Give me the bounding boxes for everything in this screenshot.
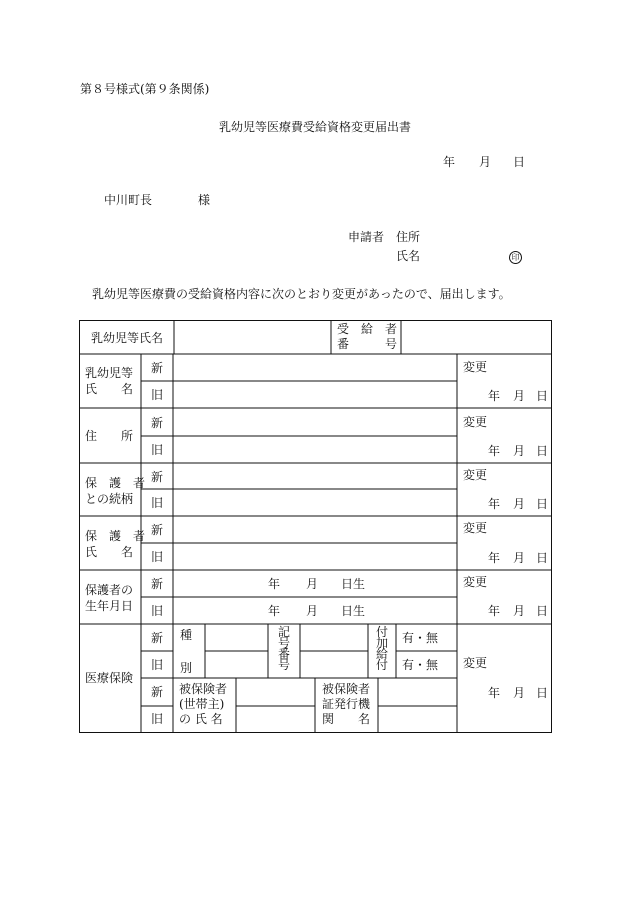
change-year-label: 年 xyxy=(488,551,501,565)
change-day-label: 日 xyxy=(536,686,549,700)
section-guardian-relation-line1: 保 護 者 xyxy=(85,476,146,490)
addressee: 中川町長 xyxy=(104,193,153,207)
form-title: 乳幼児等医療費受給資格変更届出書 xyxy=(218,120,411,134)
new-label: 新 xyxy=(151,416,164,430)
change-label: 変更 xyxy=(463,656,488,670)
change-day-label: 日 xyxy=(536,551,549,565)
insurance-type-new-field[interactable] xyxy=(206,625,267,650)
issuer-label-line3: 関 名 xyxy=(322,712,371,726)
recipient-number-label-line2: 番 号 xyxy=(337,337,398,351)
dob-new-day-label: 日生 xyxy=(341,577,366,591)
dob-old-year-label: 年 xyxy=(268,604,281,618)
change-month-label: 月 xyxy=(513,604,526,618)
name-label: 氏名 xyxy=(396,249,421,263)
statement-text: 乳幼児等医療費の受給資格内容に次のとおり変更があったので、届出します。 xyxy=(92,287,511,301)
old-label: 旧 xyxy=(151,496,164,510)
change-label: 変更 xyxy=(463,575,488,589)
guardian-relation-old-field[interactable] xyxy=(174,490,456,515)
insured-name-old-field[interactable] xyxy=(237,707,314,732)
new-label: 新 xyxy=(151,470,164,484)
old-label: 旧 xyxy=(151,712,164,726)
section-child-name-line2: 氏 名 xyxy=(85,382,134,396)
section-child-name-line1: 乳幼児等 xyxy=(85,366,134,380)
address-old-field[interactable] xyxy=(174,437,456,462)
benefit-old-yes-no[interactable]: 有・無 xyxy=(402,658,439,672)
dob-old-month-label: 月 xyxy=(306,604,319,618)
child-name-label: 乳幼児等氏名 xyxy=(91,331,164,345)
recipient-number-field[interactable] xyxy=(402,321,551,353)
date-day-label: 日 xyxy=(513,155,526,169)
symbol-number-label: 記号番号 xyxy=(277,625,290,672)
dob-old-day-label: 日生 xyxy=(341,604,366,618)
change-label: 変更 xyxy=(463,468,488,482)
section-guardian-name-line2: 氏 名 xyxy=(85,545,134,559)
change-day-label: 日 xyxy=(536,497,549,511)
old-label: 旧 xyxy=(151,443,164,457)
change-form-table xyxy=(79,320,552,733)
change-month-label: 月 xyxy=(513,686,526,700)
section-guardian-dob-line2: 生年月日 xyxy=(85,599,134,613)
guardian-name-new-field[interactable] xyxy=(174,517,456,542)
additional-benefit-label: 付加給付 xyxy=(375,625,388,672)
new-label: 新 xyxy=(151,631,164,645)
insured-name-label-line3: の 氏 名 xyxy=(179,712,223,726)
honorific: 様 xyxy=(198,193,211,207)
child-name-new-field[interactable] xyxy=(174,355,456,380)
insurance-type-label-char2: 別 xyxy=(180,661,193,675)
address-new-field[interactable] xyxy=(174,409,456,435)
date-year-label: 年 xyxy=(443,155,456,169)
issuer-label-line2: 証発行機 xyxy=(322,697,371,711)
seal-icon: 印 xyxy=(509,251,522,264)
insured-name-label-line1: 被保険者 xyxy=(179,682,228,696)
issuer-old-field[interactable] xyxy=(379,707,456,732)
change-label: 変更 xyxy=(463,521,488,535)
symbol-number-old-field[interactable] xyxy=(301,652,367,677)
change-year-label: 年 xyxy=(488,444,501,458)
change-day-label: 日 xyxy=(536,444,549,458)
change-year-label: 年 xyxy=(488,497,501,511)
change-month-label: 月 xyxy=(513,551,526,565)
dob-new-month-label: 月 xyxy=(306,577,319,591)
recipient-number-label-line1: 受 給 者 xyxy=(337,322,398,336)
new-label: 新 xyxy=(151,361,164,375)
old-label: 旧 xyxy=(151,658,164,672)
insured-name-label-line2: (世帯主) xyxy=(179,697,225,711)
benefit-new-yes-no[interactable]: 有・無 xyxy=(402,631,439,645)
change-label: 変更 xyxy=(463,360,488,374)
change-month-label: 月 xyxy=(513,444,526,458)
insurance-type-label-char1: 種 xyxy=(180,628,193,642)
section-guardian-dob-line1: 保護者の xyxy=(85,583,134,597)
change-day-label: 日 xyxy=(536,604,549,618)
section-address: 住 所 xyxy=(85,429,134,443)
issuer-new-field[interactable] xyxy=(379,679,456,705)
applicant-label: 申請者 xyxy=(348,230,385,244)
change-day-label: 日 xyxy=(536,389,549,403)
guardian-relation-new-field[interactable] xyxy=(174,464,456,488)
change-month-label: 月 xyxy=(513,389,526,403)
change-year-label: 年 xyxy=(488,686,501,700)
section-guardian-relation-line2: との続柄 xyxy=(85,492,134,506)
seal-mark xyxy=(509,249,522,264)
form-number: 第８号様式(第９条関係) xyxy=(80,82,210,96)
old-label: 旧 xyxy=(151,388,164,402)
change-month-label: 月 xyxy=(513,497,526,511)
symbol-number-new-field[interactable] xyxy=(301,625,367,650)
change-year-label: 年 xyxy=(488,604,501,618)
insurance-type-old-field[interactable] xyxy=(206,652,267,677)
new-label: 新 xyxy=(151,685,164,699)
address-label: 住所 xyxy=(396,230,421,244)
guardian-name-old-field[interactable] xyxy=(174,544,456,569)
section-guardian-name-line1: 保 護 者 xyxy=(85,529,146,543)
insured-name-new-field[interactable] xyxy=(237,679,314,705)
child-name-old-field[interactable] xyxy=(174,382,456,407)
change-year-label: 年 xyxy=(488,389,501,403)
dob-new-year-label: 年 xyxy=(268,577,281,591)
new-label: 新 xyxy=(151,523,164,537)
change-label: 変更 xyxy=(463,415,488,429)
new-label: 新 xyxy=(151,577,164,591)
old-label: 旧 xyxy=(151,604,164,618)
issuer-label-line1: 被保険者 xyxy=(322,682,371,696)
section-insurance: 医療保険 xyxy=(85,671,134,685)
old-label: 旧 xyxy=(151,550,164,564)
child-name-field[interactable] xyxy=(175,321,330,353)
date-month-label: 月 xyxy=(479,155,492,169)
